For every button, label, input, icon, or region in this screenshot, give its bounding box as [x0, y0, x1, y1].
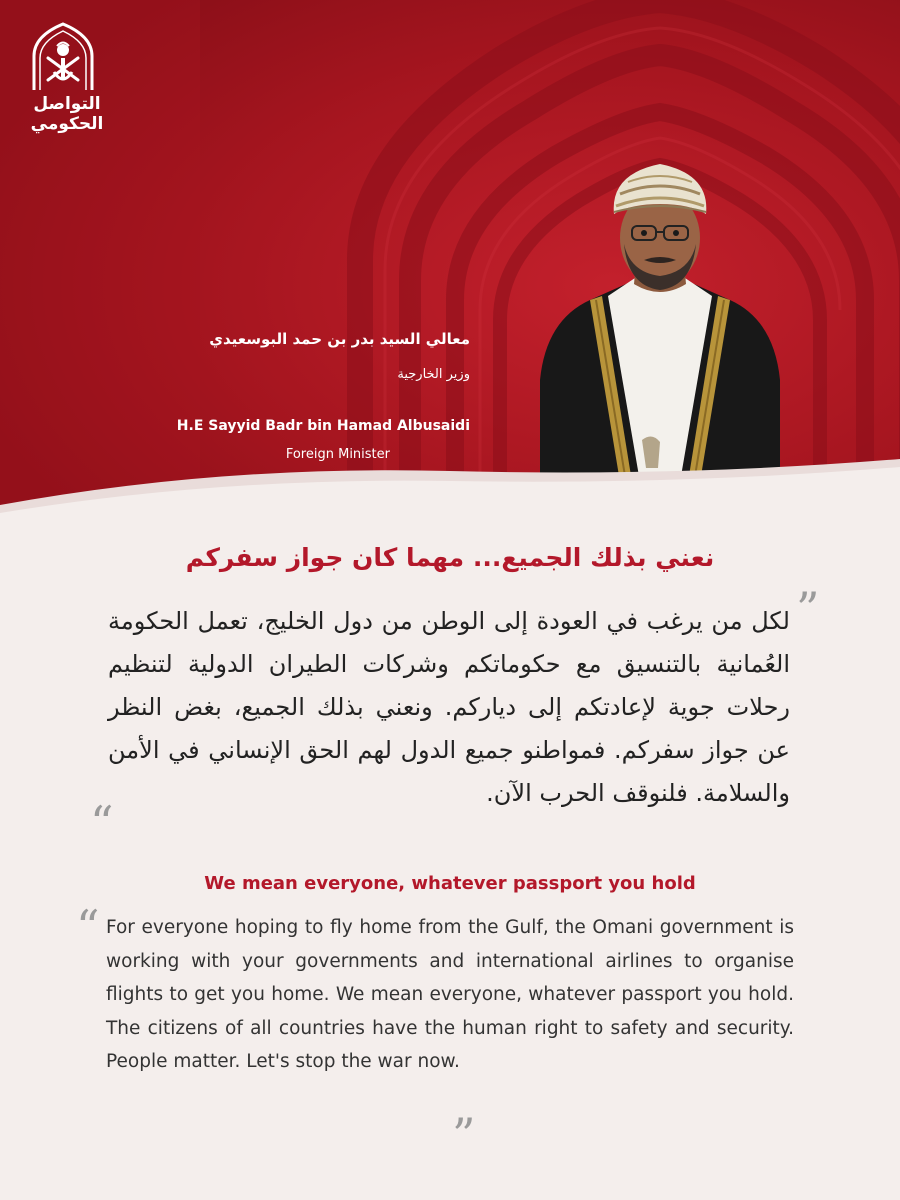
minister-name-english: H.E Sayyid Badr bin Hamad Albusaidi — [176, 418, 470, 434]
english-quote: For everyone hoping to fly home from the Gulf, the Omani government is working with your governments and international airlines to organise flights to get you home. We mean everyone, whatever passport you hold. The citizens of all countries have the human right to safety and security. People matter. Let's stop the war now. — [106, 917, 794, 1072]
wave-divider — [0, 455, 900, 535]
minister-name-arabic: معالي السيد بدر بن حمد البوسعيدي — [209, 330, 470, 348]
minister-title-english: Foreign Minister — [285, 447, 390, 462]
arabic-heading: نعني بذلك الجميع... مهما كان جواز سفركم — [185, 543, 715, 572]
minister-portrait — [540, 150, 780, 482]
logo-text-line1: التواصل — [33, 94, 101, 114]
oman-emblem-icon — [28, 22, 98, 92]
arabic-close-quote-mark: “ — [90, 796, 114, 850]
government-communication-logo — [22, 22, 102, 132]
english-close-quote-mark: ” — [452, 1108, 476, 1162]
arabic-quote: لكل من يرغب في العودة إلى الوطن من دول الخليج، تعمل الحكومة العُمانية بالتنسيق مع حكوماتكم وشركات الطيران الدولية لتنظيم رحلات جوية لإعادتكم إلى دياركم. ونعني بذلك الجميع، بغض النظر عن جواز سفركم. فمواطنو جميع الدول لهم الحق الإنساني في الأمن والسلامة. فلنوقف الحرب الآن. — [108, 607, 790, 807]
minister-title-arabic: وزير الخارجية — [397, 367, 470, 382]
arabic-open-quote-mark: ” — [796, 582, 820, 636]
english-open-quote-mark: “ — [76, 900, 100, 954]
logo-text-line2: الحكومي — [30, 114, 104, 134]
english-heading: We mean everyone, whatever passport you hold — [204, 873, 696, 894]
header-banner — [0, 0, 900, 520]
